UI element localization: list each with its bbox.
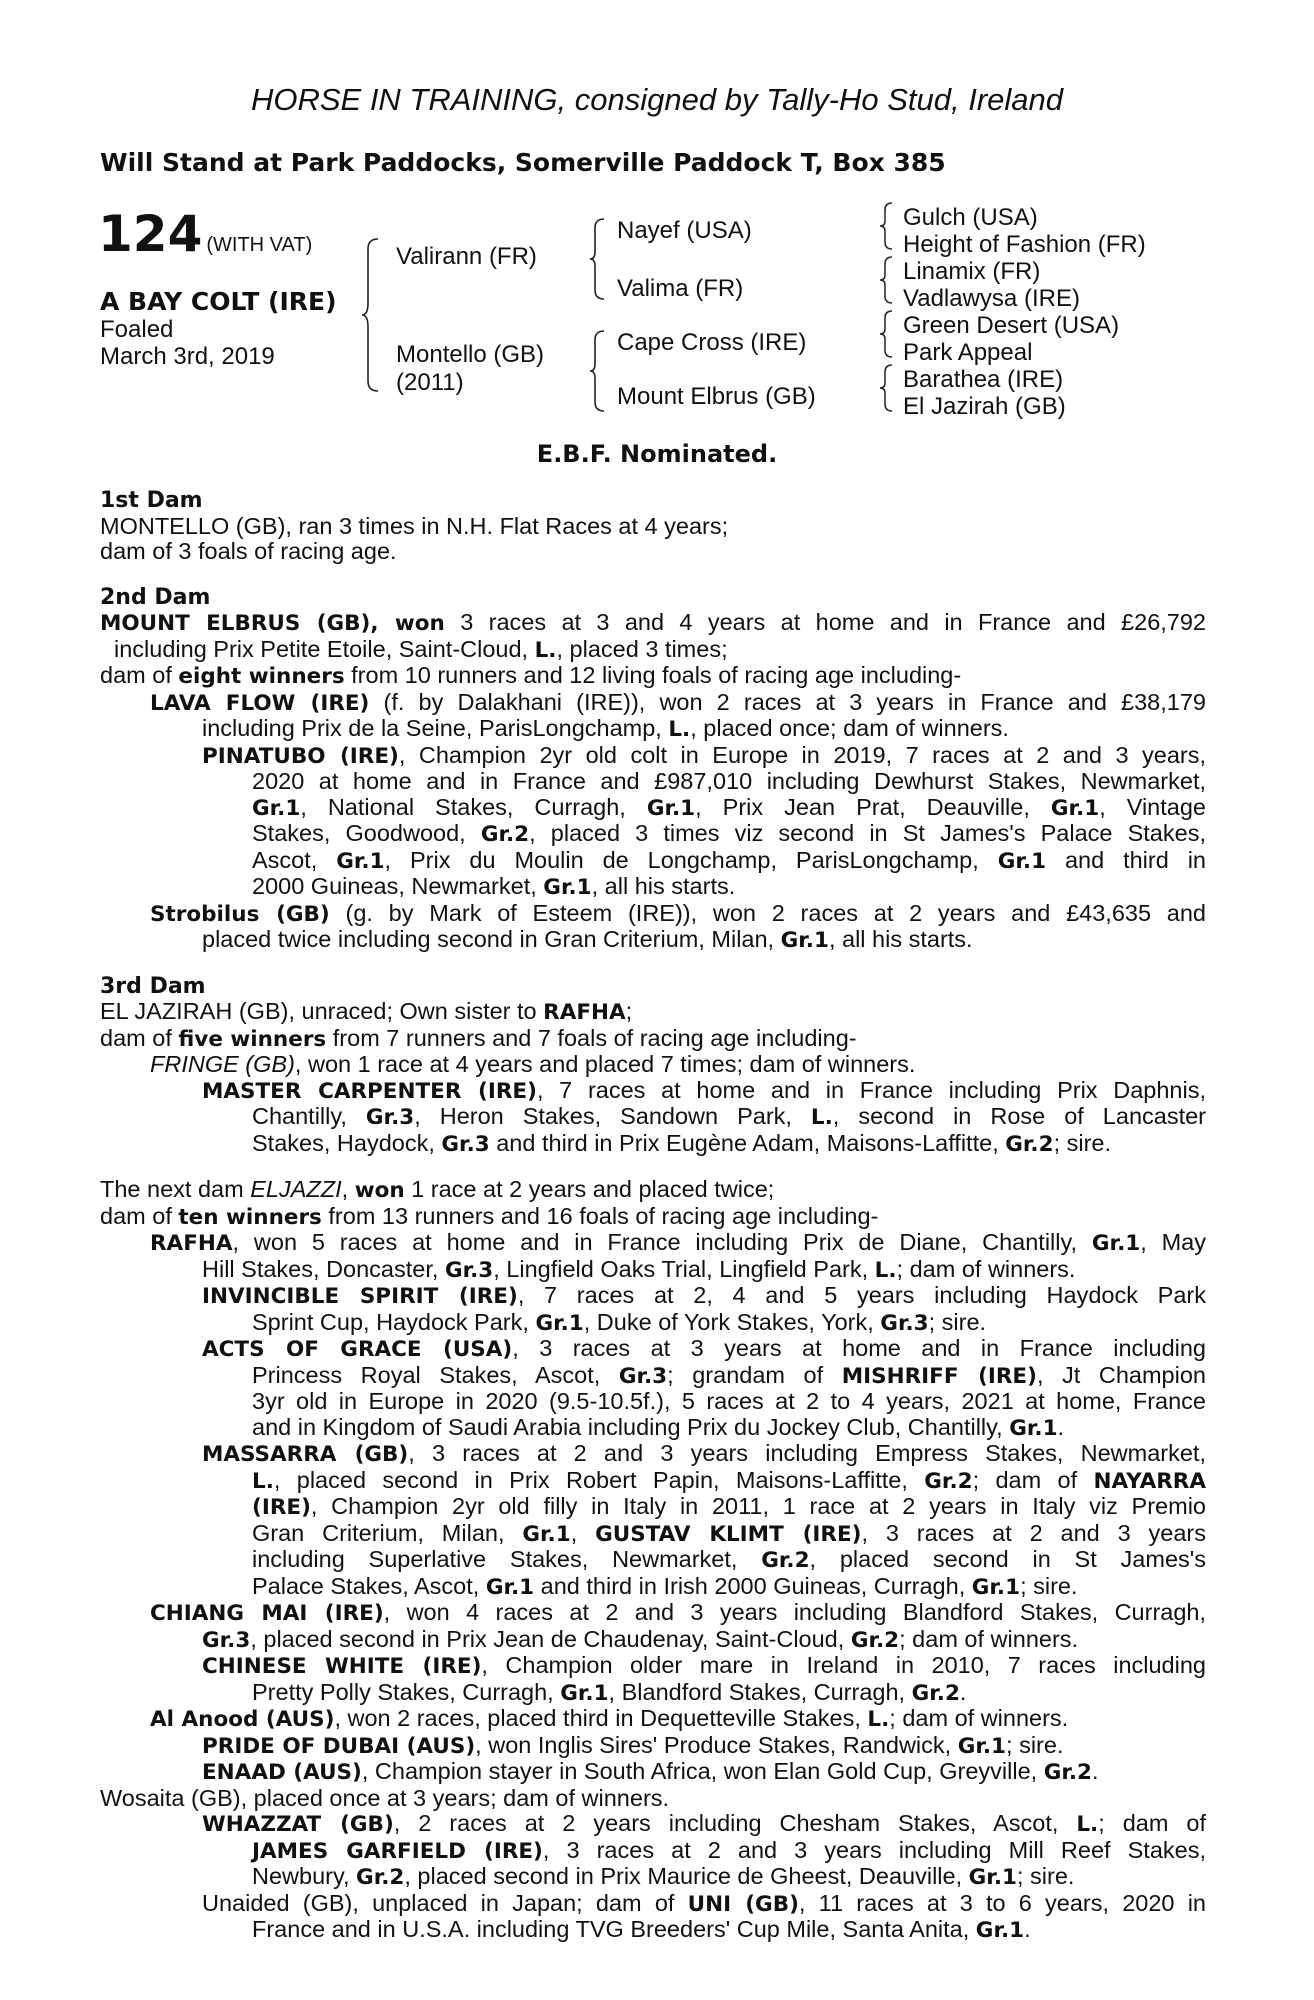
pedigree-dam: Montello (GB) <box>396 341 545 368</box>
produce-line: PRIDE OF DUBAI (AUS), won Inglis Sires' Produce Stakes, Randwick, Gr.1; sire. <box>202 1731 1064 1759</box>
produce-line: 2020 at home and in France and £987,010 including Dewhurst Stakes, Newmarket, <box>252 768 1206 794</box>
produce-line: MASSARRA (GB), 3 races at 2 and 3 years including Empress Stakes, Newmarket, <box>202 1440 1206 1467</box>
produce-line: WHAZZAT (GB), 2 races at 2 years including Chesham Stakes, Ascot, L.; dam of <box>202 1810 1207 1837</box>
foaled-date: March 3rd, 2019 <box>100 343 275 370</box>
first-dam-line: dam of 3 foals of racing age. <box>100 538 397 564</box>
pedigree-brace-ggp-4 <box>878 363 894 413</box>
produce-line: RAFHA, won 5 races at home and in France including Prix de Diane, Chantilly, Gr.1, May <box>150 1229 1206 1256</box>
produce-line: ENAAD (AUS), Champion stayer in South Africa, won Elan Gold Cup, Greyville, Gr.2. <box>202 1758 1099 1785</box>
produce-line: CHIANG MAI (IRE), won 4 races at 2 and 3 years including Blandford Stakes, Curragh, <box>150 1599 1207 1626</box>
ebf-nominated: E.B.F. Nominated. <box>536 440 778 468</box>
pedigree-brace-ggp-2 <box>878 255 894 305</box>
produce-line: Palace Stakes, Ascot, Gr.1 and third in Irish 2000 Guineas, Curragh, Gr.1; sire. <box>252 1572 1078 1600</box>
produce-line: Stakes, Goodwood, Gr.2, placed 3 times viz second in St James's Palace Stakes, <box>252 820 1206 847</box>
second-dam-line: dam of eight winners from 10 runners and 12 living foals of racing age including- <box>100 662 962 689</box>
pedigree-dam-dam: Mount Elbrus (GB) <box>617 383 816 410</box>
produce-line: 3yr old in Europe in 2020 (9.5-10.5f.), 5 races at 2 to 4 years, 2021 at home, France <box>252 1388 1206 1414</box>
lot-block <box>98 205 312 263</box>
produce-line: Chantilly, Gr.3, Heron Stakes, Sandown Park, L., second in Rose of Lancaster <box>252 1103 1207 1130</box>
produce-line: Unaided (GB), unplaced in Japan; dam of UNI (GB), 11 races at 3 to 6 years, 2020 in <box>202 1889 1206 1917</box>
produce-line: FRINGE (GB), won 1 race at 4 years and placed 7 times; dam of winners. <box>150 1051 916 1077</box>
produce-line: CHINESE WHITE (IRE), Champion older mare in Ireland in 2010, 7 races including <box>202 1652 1206 1679</box>
pedigree-brace-ggp-1 <box>878 201 894 251</box>
pedigree-sire-sire: Nayef (USA) <box>617 217 752 244</box>
pedigree-brace-dam <box>588 328 606 414</box>
next-dam-line: dam of ten winners from 13 runners and 16 foals of racing age including- <box>100 1202 879 1230</box>
produce-line: Wosaita (GB), placed once at 3 years; dam of winners. <box>100 1784 670 1811</box>
produce-line: 2000 Guineas, Newmarket, Gr.1, all his starts. <box>252 873 736 900</box>
foaled-label: Foaled <box>100 316 174 343</box>
second-dam-title: 2nd Dam <box>100 584 211 610</box>
pedigree-ggp-5: Green Desert (USA) <box>903 312 1120 339</box>
lot-number: 124 <box>98 205 203 263</box>
produce-line: PINATUBO (IRE), Champion 2yr old colt in Europe in 2019, 7 races at 2 and 3 years, <box>202 741 1207 769</box>
produce-line: Gr.1, National Stakes, Curragh, Gr.1, Prix Jean Prat, Deauville, Gr.1, Vintage <box>252 793 1206 821</box>
produce-line: Gran Criterium, Milan, Gr.1, GUSTAV KLIMT (IRE), 3 races at 2 and 3 years <box>252 1519 1207 1547</box>
produce-record <box>100 488 1206 1944</box>
first-dam-line: MONTELLO (GB), ran 3 times in N.H. Flat Races at 4 years; <box>100 512 729 539</box>
pedigree-ggp-2: Height of Fashion (FR) <box>903 231 1146 258</box>
second-dam-line: including Prix Petite Etoile, Saint-Cloud, L., placed 3 times; <box>114 635 728 663</box>
produce-line: Strobilus (GB) (g. by Mark of Esteem (IRE)), won 2 races at 2 years and £43,635 and <box>150 899 1206 927</box>
pedigree-ggp-4: Vadlawysa (IRE) <box>903 285 1080 312</box>
produce-line: JAMES GARFIELD (IRE), 3 races at 2 and 3 years including Mill Reef Stakes, <box>252 1836 1206 1864</box>
pedigree-brace-main <box>360 235 380 395</box>
produce-line: L., placed second in Prix Robert Papin, Maisons-Laffitte, Gr.2; dam of NAYARRA <box>252 1466 1206 1494</box>
pedigree-sire-dam: Valima (FR) <box>617 275 744 302</box>
stand-location: Will Stand at Park Paddocks, Somerville Paddock T, Box 385 <box>100 148 946 177</box>
produce-line: LAVA FLOW (IRE) (f. by Dalakhani (IRE)), won 2 races at 3 years in France and £38,179 <box>150 688 1206 716</box>
vat-label: (WITH VAT) <box>206 234 313 256</box>
pedigree-dam-sire: Cape Cross (IRE) <box>617 329 807 356</box>
pedigree-brace-sire <box>588 216 606 302</box>
produce-line: Sprint Cup, Haydock Park, Gr.1, Duke of York Stakes, York, Gr.3; sire. <box>252 1308 987 1336</box>
pedigree-ggp-1: Gulch (USA) <box>903 204 1038 231</box>
pedigree-brace-ggp-3 <box>878 309 894 359</box>
foaled-info <box>100 316 275 370</box>
produce-line: Ascot, Gr.1, Prix du Moulin de Longchamp, ParisLongchamp, Gr.1 and third in <box>252 846 1207 874</box>
produce-line: MASTER CARPENTER (IRE), 7 races at home and in France including Prix Daphnis, <box>202 1076 1206 1104</box>
produce-line: Hill Stakes, Doncaster, Gr.3, Lingfield Oaks Trial, Lingfield Park, L.; dam of winners. <box>202 1255 1076 1283</box>
produce-line: including Prix de la Seine, ParisLongchamp, L., placed once; dam of winners. <box>202 715 1009 742</box>
produce-line: INVINCIBLE SPIRIT (IRE), 7 races at 2, 4 and 5 years including Haydock Park <box>202 1282 1206 1309</box>
pedigree-ggp-7: Barathea (IRE) <box>903 366 1064 393</box>
pedigree-ggp-3: Linamix (FR) <box>903 258 1041 285</box>
first-dam-title: 1st Dam <box>100 488 203 513</box>
third-dam-line: dam of five winners from 7 runners and 7 foals of racing age including- <box>100 1024 857 1052</box>
produce-line: Newbury, Gr.2, placed second in Prix Maurice de Gheest, Deauville, Gr.1; sire. <box>252 1863 1075 1890</box>
produce-line: France and in U.S.A. including TVG Breeders' Cup Mile, Santa Anita, Gr.1. <box>252 1916 1031 1943</box>
produce-line: and in Kingdom of Saudi Arabia including Prix du Jockey Club, Chantilly, Gr.1. <box>252 1413 1065 1441</box>
pedigree-dam-year: (2011) <box>396 369 464 396</box>
produce-line: Pretty Polly Stakes, Curragh, Gr.1, Blandford Stakes, Curragh, Gr.2. <box>252 1678 967 1706</box>
produce-line: placed twice including second in Gran Criterium, Milan, Gr.1, all his starts. <box>202 926 973 953</box>
pedigree-ggp-6: Park Appeal <box>903 339 1033 366</box>
produce-line: including Superlative Stakes, Newmarket, Gr.2, placed second in St James's <box>252 1546 1206 1573</box>
pedigree-ggp-8: El Jazirah (GB) <box>903 393 1066 420</box>
produce-line: Princess Royal Stakes, Ascot, Gr.3; grandam of MISHRIFF (IRE), Jt Champion <box>252 1361 1206 1389</box>
produce-line: Stakes, Haydock, Gr.3 and third in Prix Eugène Adam, Maisons-Laffitte, Gr.2; sire. <box>252 1129 1112 1157</box>
produce-line: Gr.3, placed second in Prix Jean de Chaudenay, Saint-Cloud, Gr.2; dam of winners. <box>202 1625 1079 1653</box>
produce-line: ACTS OF GRACE (USA), 3 races at 3 years at home and in France including <box>202 1335 1206 1362</box>
third-dam-title: 3rd Dam <box>100 973 206 999</box>
consignor-heading: HORSE IN TRAINING, consigned by Tally-Ho Stud, Ireland <box>250 82 1064 117</box>
next-dam-line: The next dam ELJAZZI, won 1 race at 2 years and placed twice; <box>100 1176 775 1203</box>
pedigree-sire: Valirann (FR) <box>396 243 537 270</box>
produce-line: (IRE), Champion 2yr old filly in Italy in 2011, 1 race at 2 years in Italy viz Premio <box>252 1493 1206 1520</box>
second-dam-line: MOUNT ELBRUS (GB), won 3 races at 3 and 4 years at home and in France and £26,792 <box>100 609 1207 636</box>
produce-line: Al Anood (AUS), won 2 races, placed third in Dequetteville Stakes, L.; dam of winners. <box>150 1705 1069 1732</box>
horse-name: A BAY COLT (IRE) <box>100 287 337 316</box>
third-dam-line: EL JAZIRAH (GB), unraced; Own sister to RAFHA; <box>100 998 633 1025</box>
